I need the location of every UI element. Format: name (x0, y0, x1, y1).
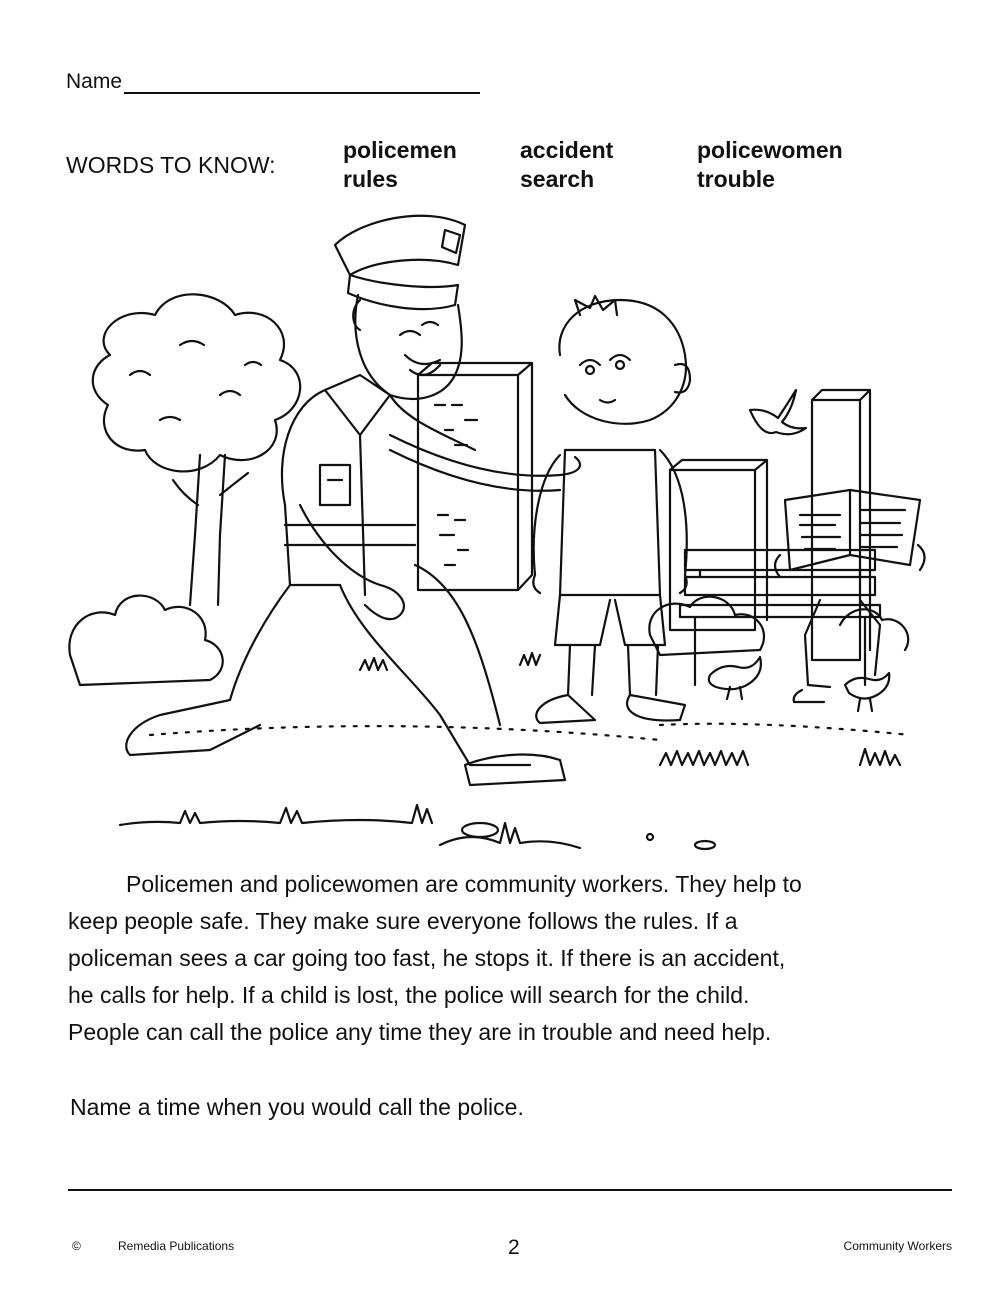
passage-line: Policemen and policewomen are community workers. They help to (126, 871, 802, 897)
vocab-word: policemen (343, 137, 457, 163)
passage-line: keep people safe. They make sure everyone follows the rules. If a (68, 908, 738, 934)
page-number: 2 (508, 1236, 520, 1259)
vocab-word: search (520, 166, 595, 192)
passage-line: he calls for help. If a child is lost, the police will search for the child. (68, 982, 750, 1008)
vocab-word: policewomen (697, 137, 843, 163)
bushes-icon (69, 596, 908, 685)
tree-icon (93, 294, 300, 605)
bench-icon (680, 550, 880, 685)
passage (68, 866, 948, 1051)
boy-icon (533, 296, 690, 723)
answer-write-line[interactable] (68, 1189, 952, 1191)
passage-line: People can call the police any time they are in trouble and need help. (68, 1019, 772, 1045)
buildings-icon (418, 363, 870, 660)
name-write-line (124, 72, 480, 94)
police-officer-icon (126, 216, 580, 785)
bird-icon (750, 390, 806, 434)
name-row (66, 70, 480, 94)
vocab-word: rules (343, 166, 398, 192)
passage-line: policeman sees a car going too fast, he stops it. If there is an accident, (68, 945, 786, 971)
publisher-name: Remedia Publications (118, 1239, 235, 1253)
copyright-symbol: © (72, 1239, 81, 1253)
words-to-know-label: WORDS TO KNOW: (66, 152, 276, 178)
name-label: Name (66, 70, 123, 93)
vocab-word: accident (520, 137, 614, 163)
police-park-illustration (60, 205, 940, 865)
book-title: Community Workers (843, 1239, 952, 1253)
vocab-word: trouble (697, 166, 775, 192)
grass-icon (120, 653, 910, 849)
question-prompt: Name a time when you would call the police. (70, 1094, 524, 1120)
